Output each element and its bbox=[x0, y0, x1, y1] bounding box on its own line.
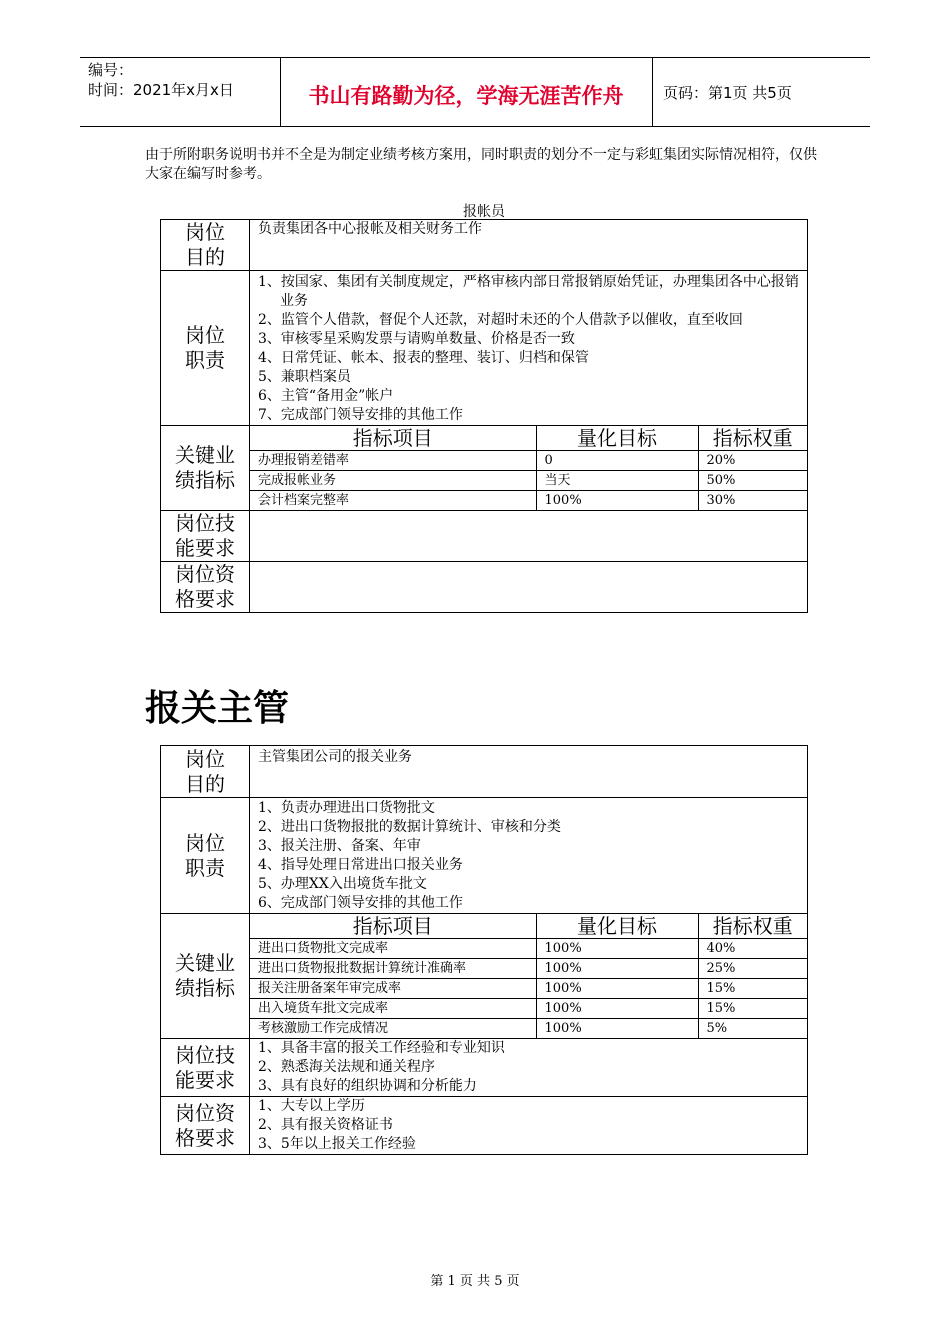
page-footer: 第 1 页 共 5 页 bbox=[430, 1274, 520, 1289]
job2-qualifications bbox=[250, 1097, 808, 1155]
header-page-info: 页码：第1页 共5页 bbox=[663, 84, 792, 102]
kpi-row bbox=[250, 451, 807, 471]
serial-label: 编号： bbox=[88, 61, 134, 79]
job1-kpi-cell bbox=[250, 426, 808, 511]
duty-item: 3、审核零星采购发票与请购单数量、价格是否一致 bbox=[258, 331, 575, 347]
job1-skills bbox=[250, 511, 808, 562]
date-label: 时间：2021年x月x日 bbox=[88, 81, 234, 99]
duty-item: 4、日常凭证、帐本、报表的整理、装订、归档和保管 bbox=[258, 350, 589, 366]
kpi-target: 100% bbox=[536, 999, 698, 1019]
kpi-header-target: 量化目标 bbox=[536, 914, 698, 939]
kpi-row bbox=[250, 491, 807, 511]
job1-kpi-table bbox=[250, 426, 807, 510]
duty-item: 1、负责办理进出口货物批文 bbox=[258, 800, 435, 816]
job1-caption: 报帐员 bbox=[463, 204, 505, 220]
job2-kpi-table bbox=[250, 914, 807, 1038]
duty-item: 4、指导处理日常进出口报关业务 bbox=[258, 857, 463, 873]
header-divider bbox=[652, 58, 653, 126]
duty-item: 2、进出口货物报批的数据计算统计、审核和分类 bbox=[258, 819, 561, 835]
qualifications-label: 岗位资 格要求 bbox=[161, 562, 250, 613]
kpi-target: 100% bbox=[536, 1019, 698, 1039]
duty-item: 7、完成部门领导安排的其他工作 bbox=[258, 407, 463, 423]
qualification-item: 2、具有报关资格证书 bbox=[258, 1117, 393, 1133]
page-header bbox=[80, 57, 870, 127]
kpi-item: 报关注册备案年审完成率 bbox=[250, 979, 536, 999]
kpi-item: 进出口货物批文完成率 bbox=[250, 939, 536, 959]
kpi-item: 会计档案完整率 bbox=[250, 491, 536, 511]
kpi-weight: 20% bbox=[698, 451, 807, 471]
duty-item: 6、主管“备用金”帐户 bbox=[258, 388, 394, 404]
job1-table bbox=[160, 219, 808, 613]
job1-duties bbox=[250, 271, 808, 426]
skill-item: 2、熟悉海关法规和通关程序 bbox=[258, 1059, 435, 1075]
duty-item: 5、兼职档案员 bbox=[258, 369, 351, 385]
duties-label: 岗位 职责 bbox=[161, 271, 250, 426]
job2-skills bbox=[250, 1039, 808, 1097]
skill-item: 1、具备丰富的报关工作经验和专业知识 bbox=[258, 1040, 505, 1056]
skills-label: 岗位技 能要求 bbox=[161, 511, 250, 562]
header-meta bbox=[88, 60, 234, 100]
kpi-row bbox=[250, 999, 807, 1019]
kpi-item: 考核激励工作完成情况 bbox=[250, 1019, 536, 1039]
kpi-item: 出入境货车批文完成率 bbox=[250, 999, 536, 1019]
duty-item: 2、监管个人借款，督促个人还款，对超时未还的个人借款予以催收，直至收回 bbox=[258, 312, 743, 328]
kpi-row bbox=[250, 979, 807, 999]
kpi-item: 完成报帐业务 bbox=[250, 471, 536, 491]
header-motto: 书山有路勤为径，学海无涯苦作舟 bbox=[308, 84, 624, 108]
kpi-header-item: 指标项目 bbox=[250, 426, 536, 451]
kpi-item: 办理报销差错率 bbox=[250, 451, 536, 471]
kpi-target: 0 bbox=[536, 451, 698, 471]
kpi-row bbox=[250, 959, 807, 979]
qualifications-label: 岗位资 格要求 bbox=[161, 1097, 250, 1155]
duties-label: 岗位 职责 bbox=[161, 798, 250, 914]
job2-table bbox=[160, 745, 808, 1155]
kpi-header-item: 指标项目 bbox=[250, 914, 536, 939]
kpi-header-weight: 指标权重 bbox=[698, 426, 807, 451]
kpi-row bbox=[250, 1019, 807, 1039]
kpi-target: 100% bbox=[536, 491, 698, 511]
kpi-target: 100% bbox=[536, 939, 698, 959]
qualification-item: 1、大专以上学历 bbox=[258, 1098, 365, 1114]
kpi-row bbox=[250, 939, 807, 959]
purpose-label: 岗位 目的 bbox=[161, 220, 250, 271]
skills-label: 岗位技 能要求 bbox=[161, 1039, 250, 1097]
duty-item: 3、报关注册、备案、年审 bbox=[258, 838, 421, 854]
kpi-item: 进出口货物报批数据计算统计准确率 bbox=[250, 959, 536, 979]
kpi-weight: 5% bbox=[706, 1021, 728, 1036]
kpi-weight: 15% bbox=[698, 999, 807, 1019]
purpose-label: 岗位 目的 bbox=[161, 746, 250, 798]
job2-purpose: 主管集团公司的报关业务 bbox=[250, 746, 808, 798]
kpi-weight: 50% bbox=[698, 471, 807, 491]
kpi-target: 100% bbox=[536, 959, 698, 979]
kpi-weight: 15% bbox=[698, 979, 807, 999]
section-title: 报关主管 bbox=[145, 688, 290, 729]
duty-item: 1、按国家、集团有关制度规定，严格审核内部日常报销原始凭证，办理集团各中心报销业务 bbox=[258, 274, 799, 309]
skill-item: 3、具有良好的组织协调和分析能力 bbox=[258, 1078, 477, 1094]
qualification-item: 3、5年以上报关工作经验 bbox=[258, 1136, 416, 1152]
intro-note: 由于所附职务说明书并不全是为制定业绩考核方案用，同时职责的划分不一定与彩虹集团实际情况相符，仅供大家在编写时参考。 bbox=[145, 147, 817, 182]
kpi-row bbox=[250, 471, 807, 491]
duty-item: 6、完成部门领导安排的其他工作 bbox=[258, 895, 463, 911]
job1-qualifications bbox=[250, 562, 808, 613]
kpi-label: 关键业 绩指标 bbox=[161, 426, 250, 511]
duty-item: 5、办理XX入出境货车批文 bbox=[258, 876, 427, 892]
job1-purpose: 负责集团各中心报帐及相关财务工作 bbox=[250, 220, 808, 271]
kpi-header-target: 量化目标 bbox=[536, 426, 698, 451]
kpi-label: 关键业 绩指标 bbox=[161, 914, 250, 1039]
kpi-target: 100% bbox=[536, 979, 698, 999]
kpi-target: 当天 bbox=[536, 471, 698, 491]
job2-kpi-cell bbox=[250, 914, 808, 1039]
kpi-weight: 40% bbox=[698, 939, 807, 959]
kpi-weight: 25% bbox=[698, 959, 807, 979]
kpi-header-weight: 指标权重 bbox=[698, 914, 807, 939]
job2-duties bbox=[250, 798, 808, 914]
kpi-weight: 30% bbox=[706, 493, 736, 508]
